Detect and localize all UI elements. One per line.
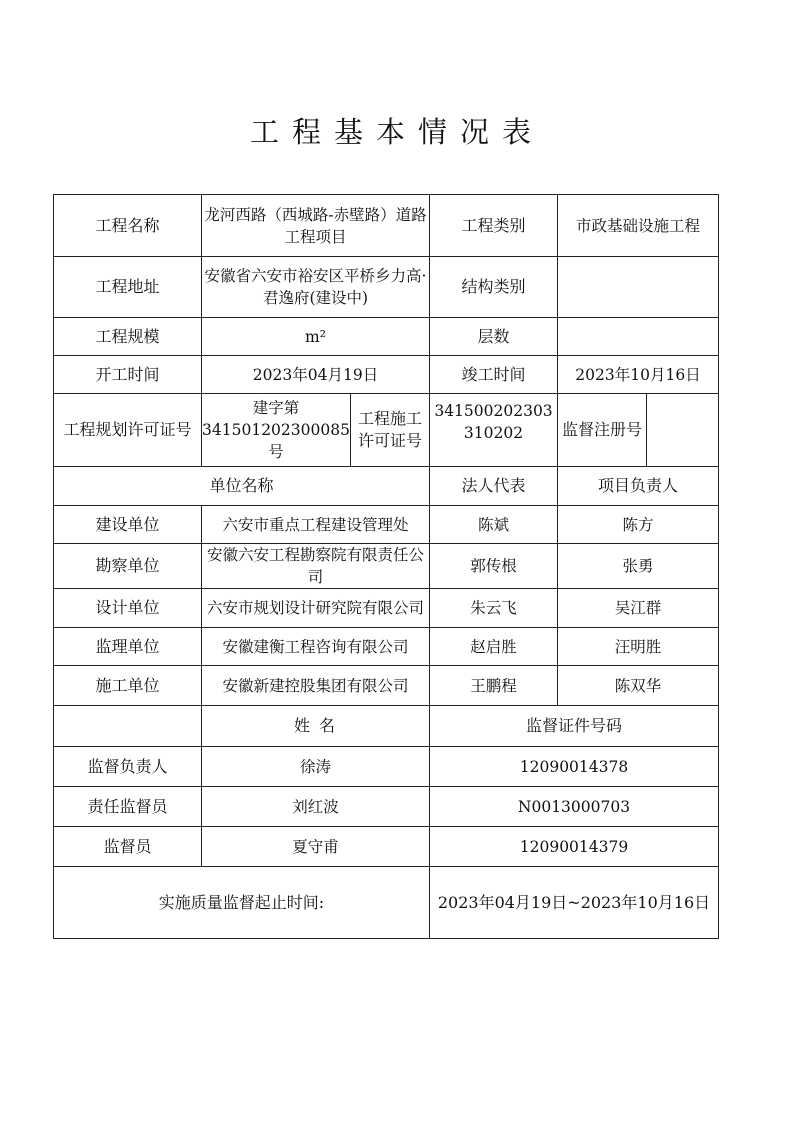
project-category-value: 市政基础设施工程 — [558, 195, 719, 257]
unit-legal: 王鹏程 — [430, 666, 558, 706]
project-address-value: 安徽省六安市裕安区平桥乡力高·君逸府(建设中) — [202, 257, 430, 318]
unit-role: 施工单位 — [54, 666, 202, 706]
unit-legal: 陈斌 — [430, 506, 558, 544]
supervisor-role: 监督负责人 — [54, 747, 202, 787]
start-date-value: 2023年04月19日 — [202, 356, 430, 394]
unit-manager: 陈方 — [558, 506, 719, 544]
unit-role: 监理单位 — [54, 628, 202, 666]
project-category-label: 工程类别 — [430, 195, 558, 257]
project-scale-value: m² — [202, 318, 430, 356]
unit-manager: 吴江群 — [558, 589, 719, 628]
supervisor-row — [54, 827, 719, 867]
unit-row — [54, 506, 719, 544]
unit-role: 设计单位 — [54, 589, 202, 628]
supervisor-cert: 12090014378 — [430, 747, 719, 787]
start-date-label: 开工时间 — [54, 356, 202, 394]
build-permit-label: 工程施工许可证号 — [357, 409, 422, 450]
unit-legal: 赵启胜 — [430, 628, 558, 666]
row-project-name — [54, 195, 719, 257]
plan-permit-value — [202, 394, 351, 466]
supervision-reg-label: 监督注册号 — [558, 394, 647, 466]
floors-label: 层数 — [430, 318, 558, 356]
row-project-scale — [54, 318, 719, 356]
plan-permit-value-line2: 341501202300085号 — [202, 421, 350, 461]
project-name-label: 工程名称 — [54, 195, 202, 257]
supervisor-cert: N0013000703 — [430, 787, 719, 827]
row-units-header — [54, 467, 719, 506]
build-permit-cell — [430, 394, 719, 467]
unit-row — [54, 589, 719, 628]
floors-value — [558, 318, 719, 356]
supervisor-name: 刘红波 — [202, 787, 430, 827]
unit-name: 安徽新建控股集团有限公司 — [202, 666, 430, 706]
row-period — [54, 867, 719, 939]
page-title: 工程基本情况表 — [249, 115, 544, 149]
supervisor-name: 夏守甫 — [202, 827, 430, 867]
supervisor-role: 责任监督员 — [54, 787, 202, 827]
row-project-address — [54, 257, 719, 318]
supervisors-header-name: 姓 名 — [202, 706, 430, 747]
supervisor-row — [54, 747, 719, 787]
supervisor-cert: 12090014379 — [430, 827, 719, 867]
unit-manager: 张勇 — [558, 544, 719, 589]
supervisors-header-cert: 监督证件号码 — [430, 706, 719, 747]
plan-permit-cell — [202, 394, 430, 467]
units-header-manager: 项目负责人 — [558, 467, 719, 506]
unit-manager: 汪明胜 — [558, 628, 719, 666]
project-name-value: 龙河西路（西城路-赤壁路）道路工程项目 — [202, 195, 430, 257]
supervisor-row — [54, 787, 719, 827]
row-permits — [54, 394, 719, 467]
unit-name: 安徽建衡工程咨询有限公司 — [202, 628, 430, 666]
structure-type-label: 结构类别 — [430, 257, 558, 318]
unit-legal: 郭传根 — [430, 544, 558, 589]
project-scale-label: 工程规模 — [54, 318, 202, 356]
unit-role: 建设单位 — [54, 506, 202, 544]
unit-row — [54, 666, 719, 706]
period-value: 2023年04月19日~2023年10月16日 — [430, 867, 719, 939]
supervisor-name: 徐涛 — [202, 747, 430, 787]
build-permit-value: 341500202303310202 — [430, 394, 558, 466]
unit-row — [54, 628, 719, 666]
plan-permit-label: 工程规划许可证号 — [54, 394, 202, 467]
project-info-table — [53, 194, 719, 939]
unit-name: 六安市规划设计研究院有限公司 — [202, 589, 430, 628]
supervisors-header-blank — [54, 706, 202, 747]
unit-name: 六安市重点工程建设管理处 — [202, 506, 430, 544]
project-address-label: 工程地址 — [54, 257, 202, 318]
structure-type-value — [558, 257, 719, 318]
units-header-legal: 法人代表 — [430, 467, 558, 506]
unit-legal: 朱云飞 — [430, 589, 558, 628]
plan-permit-value-line1: 建字第 — [252, 399, 300, 417]
unit-manager: 陈双华 — [558, 666, 719, 706]
supervisor-role: 监督员 — [54, 827, 202, 867]
finish-date-value: 2023年10月16日 — [558, 356, 719, 394]
row-supervisors-header — [54, 706, 719, 747]
finish-date-label: 竣工时间 — [430, 356, 558, 394]
supervision-reg-value — [647, 394, 718, 466]
unit-name: 安徽六安工程勘察院有限责任公司 — [202, 544, 430, 589]
unit-row — [54, 544, 719, 589]
period-label: 实施质量监督起止时间: — [54, 867, 430, 939]
unit-role: 勘察单位 — [54, 544, 202, 589]
units-header-name: 单位名称 — [54, 467, 430, 506]
row-dates — [54, 356, 719, 394]
